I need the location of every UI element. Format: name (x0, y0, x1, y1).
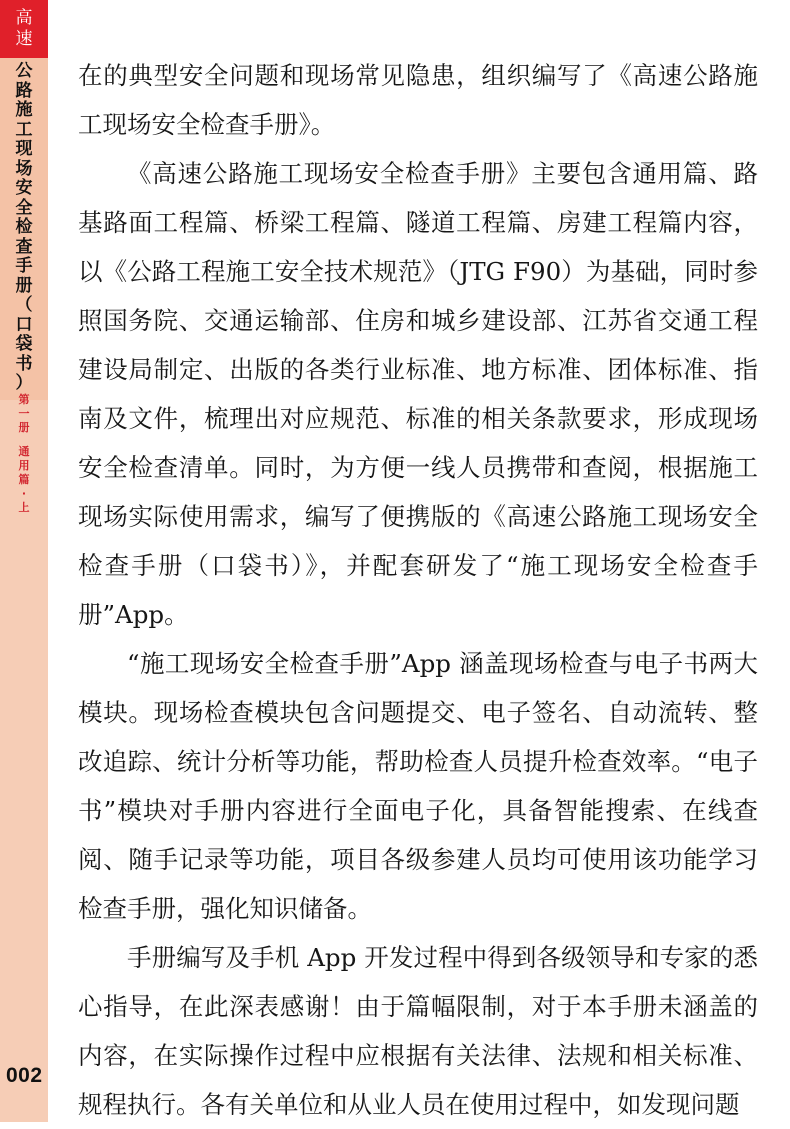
sidebar-title-char: 检 (15, 217, 33, 237)
sidebar-series-label (0, 0, 48, 58)
sidebar-sub-char: 用 (18, 459, 30, 472)
paragraph: 手册编写及手机 App 开发过程中得到各级领导和专家的悉心指导，在此深表感谢！由于篇幅限制，对于本手册未涵盖的内容，在实际操作过程中应根据有关法律、法规和相关标准、规程执行。各有关单位和从业人员在使用过程中，如发现问题 (78, 943, 758, 1119)
sidebar-book-title (0, 62, 48, 394)
sidebar-sub-char: 上 (18, 501, 30, 514)
main-text (78, 51, 758, 1129)
sidebar-title-char: ） (15, 373, 33, 393)
sidebar-title-char: 施 (15, 100, 33, 120)
sidebar-top-char: 高 (15, 8, 33, 28)
sidebar-sub-char: 篇 (18, 473, 30, 486)
sidebar-title-char: 全 (15, 197, 33, 218)
paragraph: 《高速公路施工现场安全检查手册》主要包含通用篇、路基路面工程篇、桥梁工程篇、隧道工程篇、房建工程篇内容，以《公路工程施工安全技术规范》（JTG F90）为基础，同时参照国务院、交通运输部、住房和城乡建设部、江苏省交通工程建设局制定、出版的各类行业标准、地方标准、团体标准、指南及文件，梳理出对应规范、标准的相关条款要求，形成现场安全检查清单。同时，为方便一线人员携带和查阅，根据施工现场实际使用需求，编写了便携版的《高速公路施工现场安全检查手册（口袋书）》，并配套研发了“施工现场安全检查手册”App。 (78, 159, 758, 629)
sidebar-title-char: 公 (15, 61, 33, 81)
sidebar-title-char: 口 (15, 314, 33, 335)
sidebar-title-char: 现 (15, 139, 33, 159)
page-number: 002 (6, 1064, 43, 1087)
paragraph: 在的典型安全问题和现场常见隐患，组织编写了《高速公路施工现场安全检查手册》。 (78, 61, 758, 139)
sidebar-title-char: 场 (15, 158, 33, 179)
sidebar-title-char: 手 (15, 256, 33, 276)
sidebar-title-char: 书 (15, 353, 33, 374)
paragraph: “施工现场安全检查手册”App 涵盖现场检查与电子书两大模块。现场检查模块包含问题提交、电子签名、自动流转、整改追踪、统计分析等功能，帮助检查人员提升检查效率。“电子书”模块对手册内容进行全面电子化，具备智能搜索、在线查阅、随手记录等功能，项目各级参建人员均可使用该功能学习检查手册，强化知识储备。 (78, 649, 758, 923)
sidebar-sub-char: · (21, 487, 27, 500)
sidebar-title-char: 袋 (15, 334, 33, 354)
sidebar-title-char: 册 (15, 275, 33, 296)
sidebar-title-char: 安 (15, 178, 33, 198)
sidebar-title-char: 路 (15, 80, 33, 101)
sidebar-title-char: （ (15, 295, 33, 315)
sidebar-title-char: 查 (15, 236, 33, 257)
sidebar-volume-label (0, 393, 48, 515)
sidebar-sub-char: 通 (18, 445, 30, 458)
sidebar-sub-char: 册 (18, 421, 30, 434)
sidebar-top-char: 速 (15, 29, 33, 49)
sidebar-sub-char: 第 (18, 393, 30, 406)
sidebar-title-char: 工 (15, 119, 33, 140)
sidebar-sub-char: 一 (18, 407, 30, 420)
